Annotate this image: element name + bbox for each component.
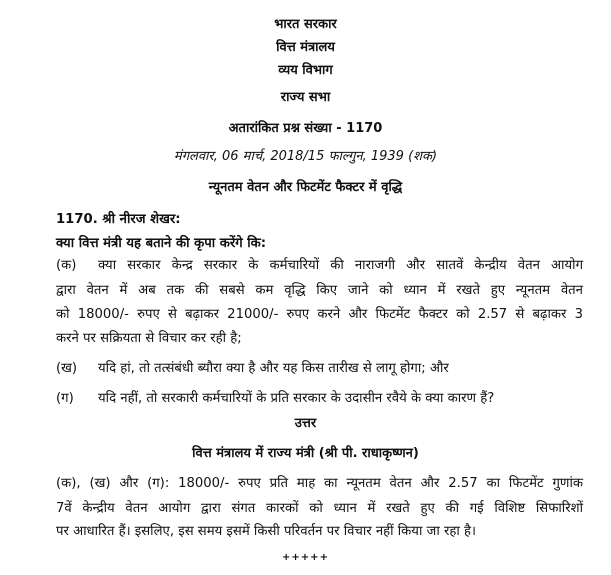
end-marker: +++++ — [282, 552, 329, 563]
question-number: अतारांकित प्रश्न संख्या - 1170 — [228, 121, 383, 136]
item-a-label: (क) — [56, 258, 77, 273]
department-name: व्यय विभाग — [278, 63, 333, 78]
item-a-line: करने पर सक्रियता से विचार कर रही है; — [56, 331, 242, 346]
answering-minister: वित्त मंत्रालय में राज्य मंत्री (श्री पी. राधाकृष्णन) — [192, 446, 419, 461]
answer-line: 7वें केन्द्रीय वेतन आयोग द्वारा संगत कारकों को ध्यान में रखते हुए की गई विशिष्ट सिफारिशों — [56, 501, 583, 516]
answer-heading: उत्तर — [294, 416, 317, 431]
item-b-text: यदि हां, तो तत्संबंधी ब्यौरा क्या है और यह किस तारीख से लागू होगा; और — [98, 361, 449, 376]
question-date: मंगलवार, 06 मार्च, 2018/15 फाल्गुन, 1939 (शक) — [173, 149, 438, 164]
ministry-name: वित्त मंत्रालय — [276, 40, 335, 55]
answer-line: (क), (ख) और (ग): 18000/- रुपए प्रति माह का न्यूनतम वेतन और 2.57 का फिटमेंट गुणांक — [56, 476, 583, 491]
item-a-line: द्वारा वेतन में अब तक की सबसे कम वृद्धि किए जाने को ध्यान में रखते हुए न्यूनतम वेतन — [56, 283, 583, 298]
item-b-label: (ख) — [56, 361, 78, 376]
question-subject: न्यूनतम वेतन और फिटमेंट फैक्टर में वृद्धि — [208, 180, 403, 195]
asker-name: 1170. श्री नीरज शेखर: — [56, 212, 181, 227]
answer-line: पर आधारित हैं। इसलिए, इस समय इसमें किसी परिवर्तन पर विचार नहीं किया जा रहा है। — [56, 524, 476, 539]
item-c-label: (ग) — [56, 391, 74, 406]
house-name: राज्य सभा — [280, 90, 331, 105]
item-a-line: क्या सरकार केन्द्र सरकार के कर्मचारियों की नाराजगी और सातवें केन्द्रीय वेतन आयोग — [98, 258, 583, 273]
question-intro: क्या वित्त मंत्री यह बताने की कृपा करेंगे कि: — [56, 236, 267, 251]
item-c-text: यदि नहीं, तो सरकारी कर्मचारियों के प्रति सरकार के उदासीन रवैये के क्या कारण हैं? — [98, 391, 495, 406]
government-name: भारत सरकार — [274, 17, 337, 32]
item-a-line: को 18000/- रुपए से बढ़ाकर 21000/- रुपए करने और फिटमेंट फैक्टर को 2.57 से बढ़ाकर 3 — [56, 307, 583, 322]
